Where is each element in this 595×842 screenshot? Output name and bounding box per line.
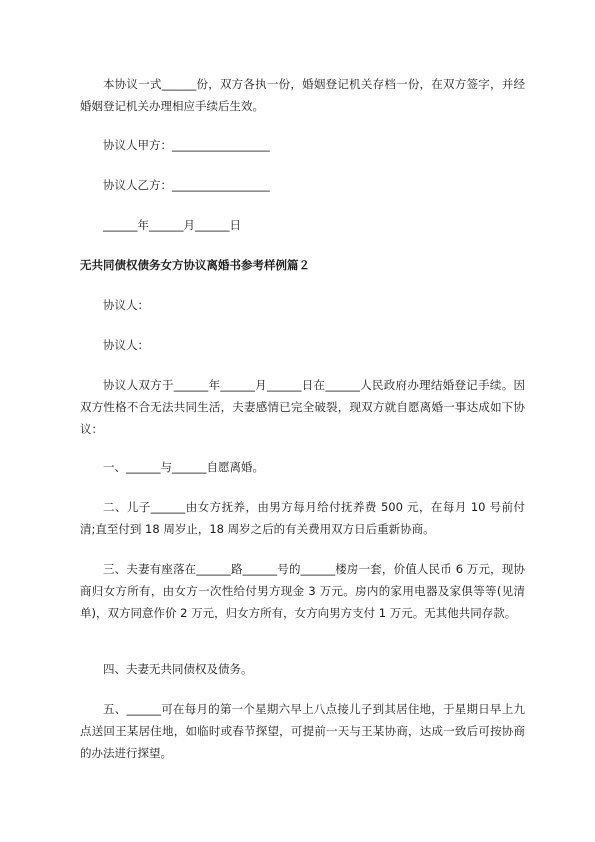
party-a-signature-line: 协议人甲方：_________________: [103, 138, 270, 152]
clause-3: 三、夫妻有座落在______路______号的______楼房一套，价值人民币 6 万元，现协商归女方所有，由女方一次性给付男方现金 3 万元。房内的家用电器及家俱等等(见清单)，双方同意作价 2 万元，归女方所有，女方向男方支付 1 万元。无其他共同存款。: [80, 562, 525, 620]
section-heading: 无共同债权债务女方协议离婚书参考样例篇２: [80, 258, 310, 272]
preamble-paragraph: 协议人双方于______年______月______日在______人民政府办理结婚登记手续。因双方性格不合无法共同生活，夫妻感情已完全破裂，现双方就自愿离婚一事达成如下协议：: [80, 378, 525, 436]
clause-2: 二、儿子______由女方抚养，由男方每月给付抚养费 500 元，在每月 10 号前付清;直至付到 18 周岁止，18 周岁之后的有关费用双方日后重新协商。: [80, 500, 525, 536]
clause-4: 四、夫妻无共同债权及债务。: [103, 662, 253, 676]
date-line: ______年______月______日: [103, 218, 241, 232]
clause-5: 五、______可在每月的第一个星期六早上八点接儿子到其居住地，于星期日早上九点送回王某居住地，如临时或春节探望，可提前一天与王某协商，达成一致后可按协商的办法进行探望。: [80, 702, 525, 760]
party-b-signature-line: 协议人乙方：_________________: [103, 178, 270, 192]
party-line-1: 协议人：: [103, 298, 149, 312]
validity-clause: 本协议一式______份，双方各执一份，婚姻登记机关存档一份，在双方签字，并经婚姻登记机关办理相应手续后生效。: [80, 77, 525, 113]
party-line-2: 协议人：: [103, 338, 149, 352]
clause-1: 一、______与______自愿离婚。: [103, 460, 264, 474]
